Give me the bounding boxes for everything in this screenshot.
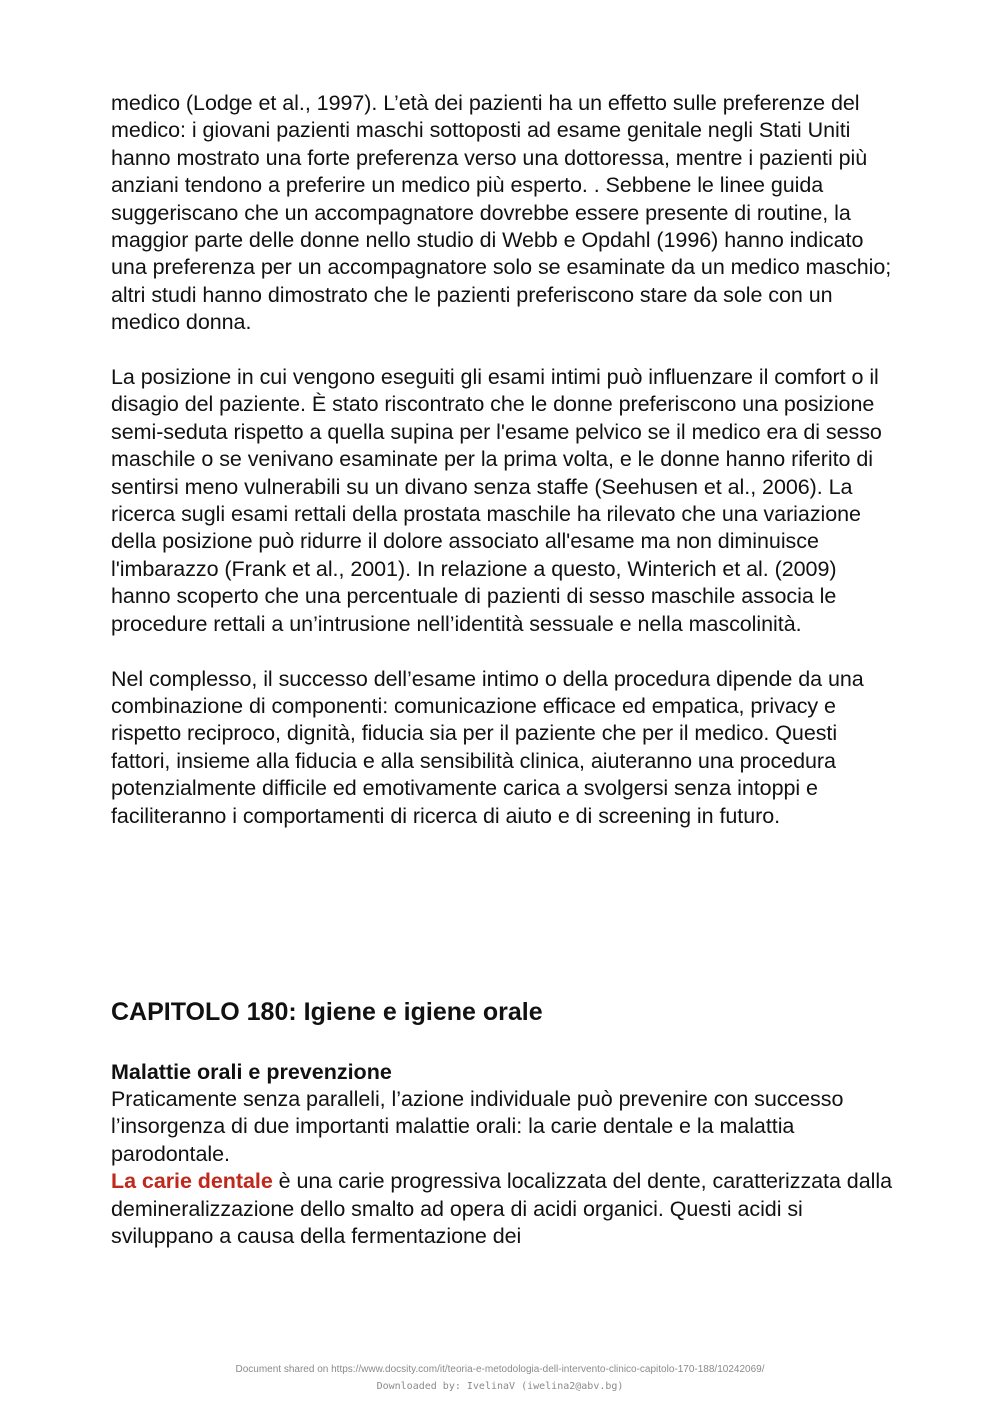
- section-heading: Malattie orali e prevenzione: [111, 1060, 392, 1084]
- caries-definition-text: è una carie progressiva localizzata del dente, caratterizzata dalla demineralizzazione dello smalto ad opera di acidi organici. Questi acidi si sviluppano a causa della fermentazione dei: [111, 1169, 892, 1249]
- body-paragraph-3: Nel complesso, il successo dell’esame intimo o della procedura dipende da una combinazione di componenti: comunicazione efficace ed empatica, privacy e rispetto reciproco, dignità, fiducia sia per il paziente che per il medico. Questi fattori, insieme alla fiducia e alla sensibilità clinica, aiuteranno una procedura potenzialmente difficile ed emotivamente carica a svolgersi senza intoppi e faciliteranno i comportamenti di ricerca di aiuto e di screening in futuro.: [111, 666, 864, 828]
- chapter-title: CAPITOLO 180: Igiene e igiene orale: [111, 998, 543, 1026]
- body-paragraph-1: medico (Lodge et al., 1997). L’età dei pazienti ha un effetto sulle preferenze del medico: i giovani pazienti maschi sottoposti ad esame genitale negli Stati Uniti hanno mostrato una forte preferenza verso una dottoressa, mentre i pazienti più anziani tendono a preferire un medico più esperto. . Sebbene le linee guida suggeriscano che un accompagnatore dovrebbe essere presente di routine, la maggior parte delle donne nello studio di Webb e Opdahl (1996) hanno indicato una preferenza per un accompagnatore solo se esaminate da un medico maschio; altri studi hanno dimostrato che le pazienti preferiscono stare da sole con un medico donna.: [111, 91, 892, 335]
- footer-shared-notice: Document shared on https://www.docsity.com/it/teoria-e-metodologia-dell-intervento-clinico-capitolo-170-188/10242069/: [235, 1364, 765, 1375]
- highlighted-term: La carie dentale: [111, 1169, 273, 1194]
- footer-downloaded-by: Downloaded by: IvelinaV (iwelina2@abv.bg): [376, 1381, 624, 1392]
- section-caries-paragraph: [111, 1168, 901, 1250]
- body-paragraph-2: La posizione in cui vengono eseguiti gli esami intimi può influenzare il comfort o il disagio del paziente. È stato riscontrato che le donne preferiscono una posizione semi-seduta rispetto a quella supina per l'esame pelvico se il medico era di sesso maschile o se venivano esaminate per la prima volta, e le donne hanno riferito di sentirsi meno vulnerabili su un divano senza staffe (Seehusen et al., 2006). La ricerca sugli esami rettali della prostata maschile ha rilevato che una variazione della posizione può ridurre il dolore associato all'esame ma non diminuisce l'imbarazzo (Frank et al., 2001). In relazione a questo, Winterich et al. (2009) hanno scoperto che una percentuale di pazienti di sesso maschile associa le procedure rettali a un’intrusione nell’identità sessuale e nella mascolinità.: [111, 365, 882, 636]
- section-body: [111, 1086, 901, 1250]
- page-content: [111, 90, 901, 1249]
- section-intro-paragraph: Praticamente senza paralleli, l’azione individuale può prevenire con successo l’insorgenza di due importanti malattie orali: la carie dentale e la malattia parodontale.: [111, 1087, 844, 1166]
